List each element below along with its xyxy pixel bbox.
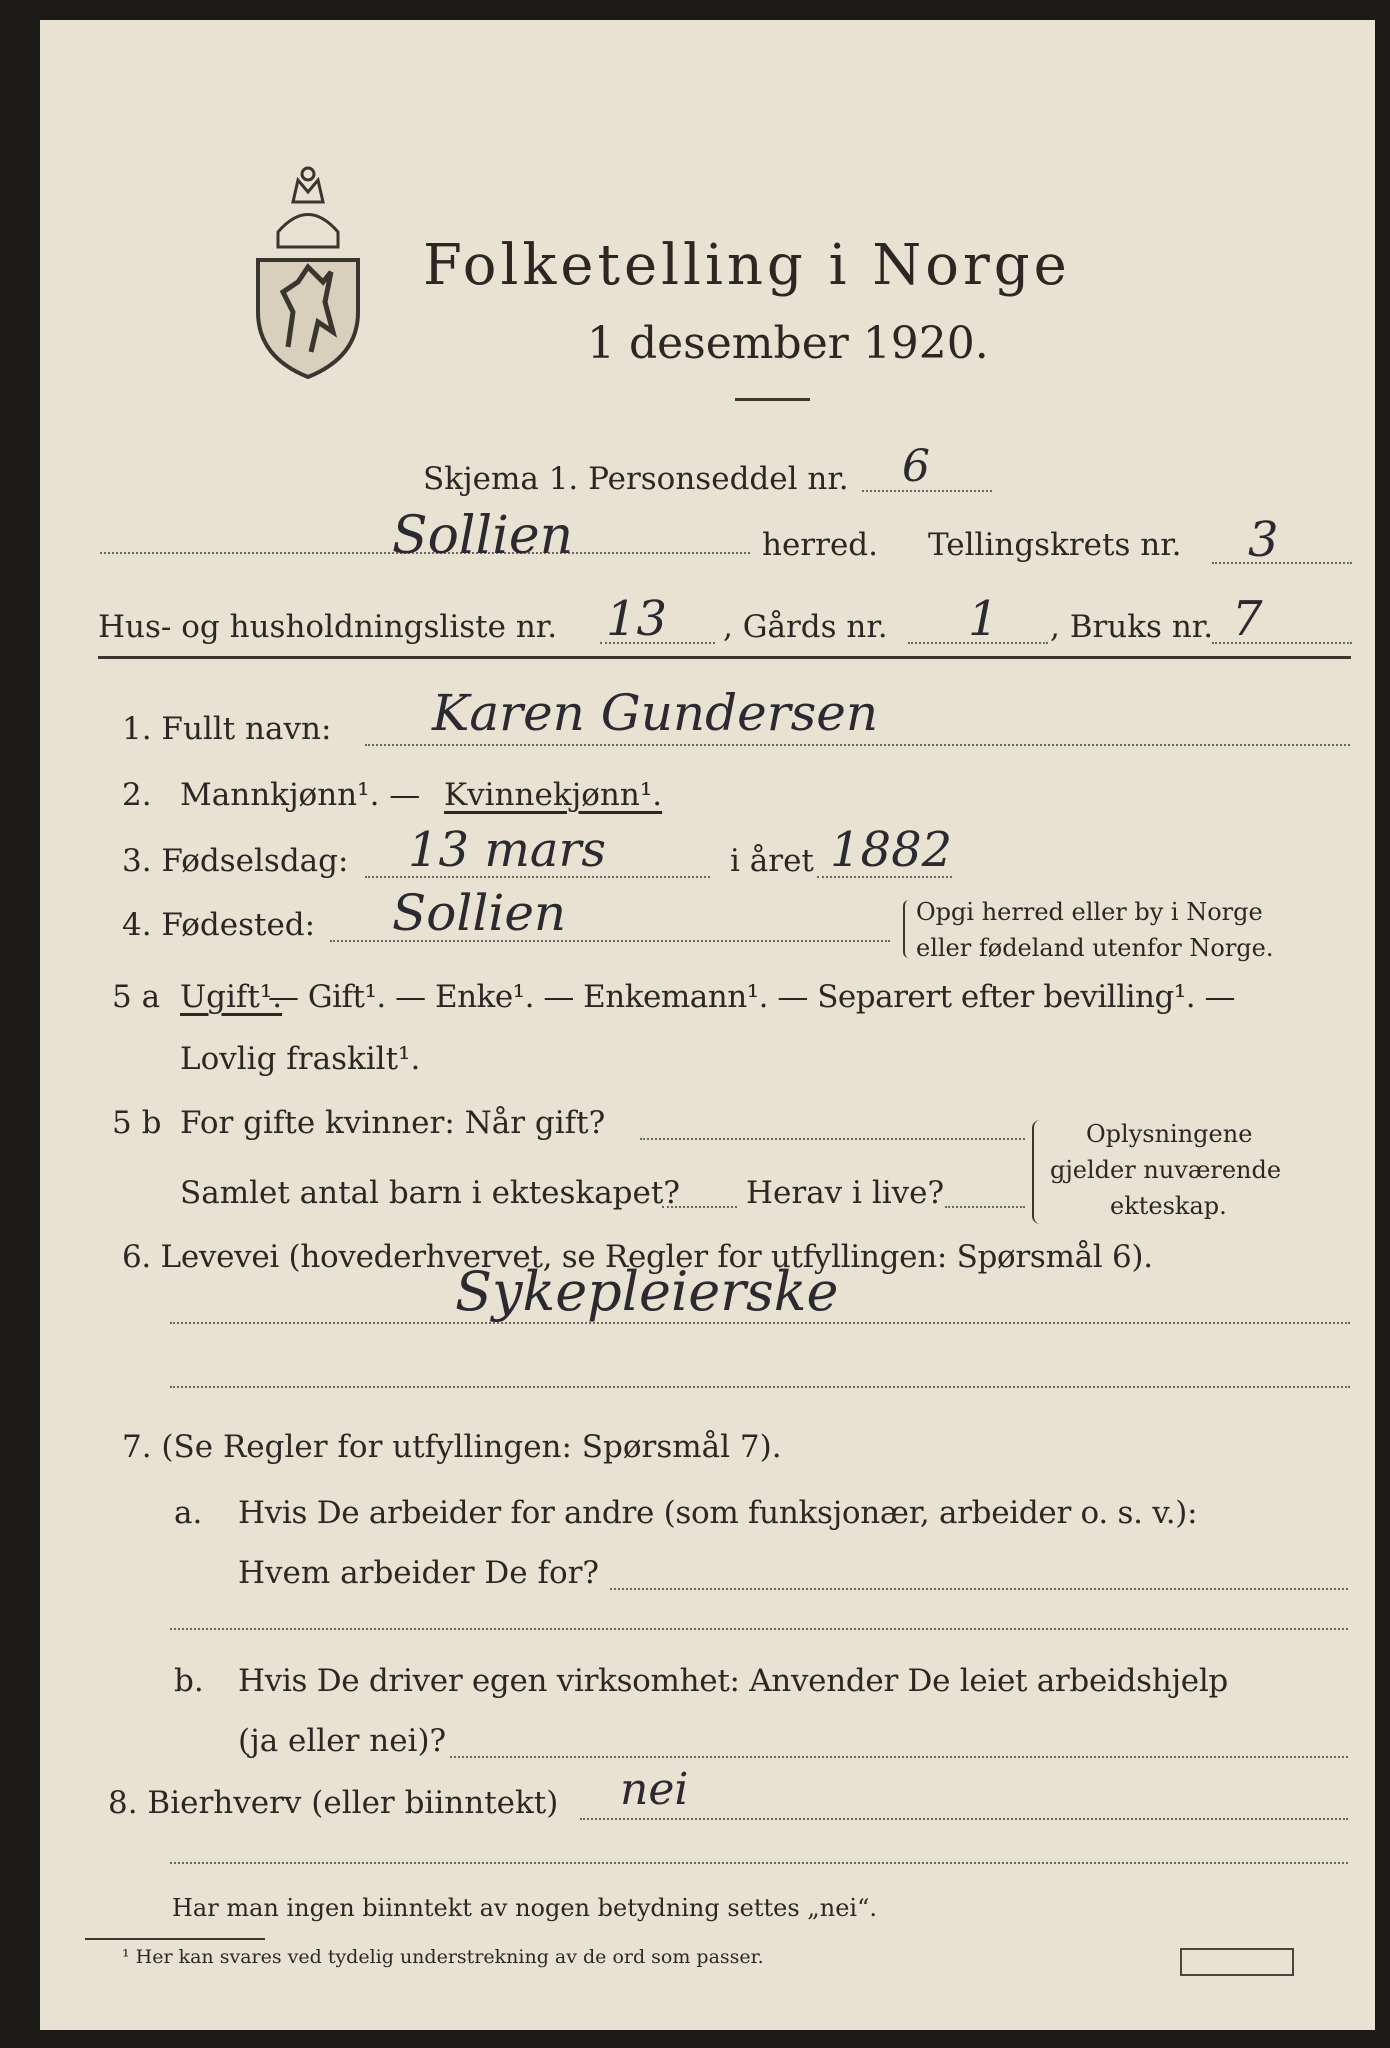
footnote: ¹ Her kan svares ved tydelig understrekning av de ord som passer. xyxy=(122,1946,764,1968)
q6-line2 xyxy=(170,1386,1350,1388)
q5b-alive-label: Herav i live? xyxy=(746,1175,945,1211)
q7b-letter: b. xyxy=(174,1663,204,1699)
q7b-line xyxy=(450,1756,1348,1758)
title-divider xyxy=(735,398,810,401)
footnote-rule xyxy=(85,1938,265,1940)
q4-note-line2: eller fødeland utenfor Norge. xyxy=(916,934,1274,962)
q5a-number: 5 a xyxy=(112,979,161,1015)
q5b-alive-line xyxy=(945,1206,1025,1208)
q2-number: 2. xyxy=(122,777,152,813)
tellingskrets-line xyxy=(1212,562,1352,564)
form-date: 1 desember 1920. xyxy=(587,318,989,369)
q3-year-label: i året xyxy=(730,843,814,879)
q7a-line1 xyxy=(610,1588,1348,1590)
q2-male-option: Mannkjønn¹. — xyxy=(180,777,421,813)
personseddel-value: 6 xyxy=(902,441,930,492)
q7a-letter: a. xyxy=(174,1495,203,1531)
no-income-note: Har man ingen biinntekt av nogen betydning settes „nei“. xyxy=(172,1894,877,1922)
form-title: Folketelling i Norge xyxy=(423,233,1071,298)
census-form-page xyxy=(40,20,1375,2030)
q5b-children-line xyxy=(662,1206,737,1208)
schema-label: Skjema 1. Personseddel nr. xyxy=(423,461,849,497)
gards-label: , Gårds nr. xyxy=(723,609,888,645)
q3-day-value: 13 mars xyxy=(408,822,607,878)
q5b-number: 5 b xyxy=(112,1105,162,1141)
q3-year-value: 1882 xyxy=(830,822,953,878)
q8-value: nei xyxy=(620,1764,689,1815)
q7b-text: Hvis De driver egen virksomhet: Anvender De leiet arbeidshjelp xyxy=(238,1663,1228,1699)
q4-note-line1: Opgi herred eller by i Norge xyxy=(916,898,1263,926)
q1-line xyxy=(365,744,1350,746)
gards-value: 1 xyxy=(968,591,999,647)
header-rule xyxy=(98,656,1351,659)
bruks-label: , Bruks nr. xyxy=(1050,609,1214,645)
q7-label: 7. (Se Regler for utfyllingen: Spørsmål 7). xyxy=(122,1429,782,1465)
q4-label: 4. Fødested: xyxy=(122,907,316,943)
q8-line2 xyxy=(170,1862,1348,1864)
herred-value: Sollien xyxy=(392,506,574,566)
q1-value: Karen Gundersen xyxy=(432,684,879,742)
q2-female-option: Kvinnekjønn¹. xyxy=(444,777,663,813)
q6-value: Sykepleierske xyxy=(455,1260,839,1323)
q5b-note-line1: Oplysningene xyxy=(1086,1120,1253,1148)
husliste-value: 13 xyxy=(606,591,668,647)
tellingskrets-label: Tellingskrets nr. xyxy=(928,527,1182,563)
q5b-bracket xyxy=(1032,1120,1040,1224)
q5a-other-options: — Gift¹. — Enke¹. — Enkemann¹. — Separert efter bevilling¹. — xyxy=(268,979,1235,1015)
norwegian-coat-of-arms-icon xyxy=(253,162,363,382)
q5a-ugift-option: Ugift¹. xyxy=(180,979,283,1015)
q8-line xyxy=(580,1818,1348,1820)
husliste-label: Hus- og husholdningsliste nr. xyxy=(98,609,558,645)
q4-bracket xyxy=(903,900,911,958)
q5b-note-line3: ekteskap. xyxy=(1110,1192,1227,1220)
q8-label: 8. Bierhverv (eller biinntekt) xyxy=(108,1785,559,1821)
printer-stamp xyxy=(1180,1948,1294,1976)
q1-label: 1. Fullt navn: xyxy=(122,711,332,747)
q5b-note-line2: gjelder nuværende xyxy=(1050,1156,1282,1184)
q7a-text: Hvis De arbeider for andre (som funksjonær, arbeider o. s. v.): xyxy=(238,1495,1198,1531)
herred-label: herred. xyxy=(762,527,878,563)
bruks-value: 7 xyxy=(1232,591,1263,647)
q5b-children-label: Samlet antal barn i ekteskapet? xyxy=(180,1175,680,1211)
q7a-employer-label: Hvem arbeider De for? xyxy=(238,1555,600,1591)
q3-label: 3. Fødselsdag: xyxy=(122,843,349,879)
q5b-married-line xyxy=(640,1138,1025,1140)
q7b-answer-label: (ja eller nei)? xyxy=(238,1723,447,1759)
q4-value: Sollien xyxy=(392,884,567,942)
q7a-line2 xyxy=(170,1628,1348,1630)
q5b-married-label: For gifte kvinner: Når gift? xyxy=(180,1105,606,1141)
q6-label: 6. Levevei (hovederhvervet, se Regler for utfyllingen: Spørsmål 6). xyxy=(122,1239,1153,1275)
tellingskrets-value: 3 xyxy=(1248,512,1279,568)
q5a-fraskilt-option: Lovlig fraskilt¹. xyxy=(180,1041,421,1077)
